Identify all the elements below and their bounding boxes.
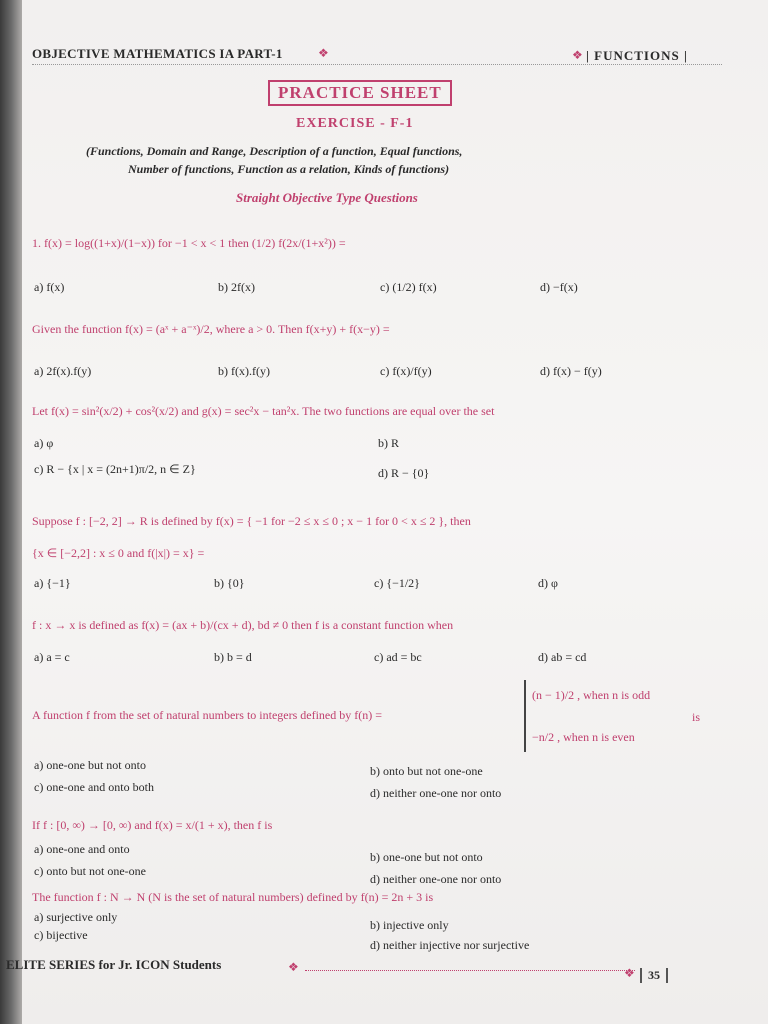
question-2: Given the function f(x) = (aˣ + a⁻ˣ)/2, where a > 0. Then f(x+y) + f(x−y) = [32, 322, 390, 336]
question-4: Suppose f : [−2, 2] → R is defined by f(x) = { −1 for −2 ≤ x ≤ 0 ; x − 1 for 0 < x ≤ 2 }, then [32, 514, 471, 528]
option-4d: d) φ [538, 576, 558, 590]
page-number: 35 [640, 968, 668, 983]
footer-divider [305, 970, 635, 971]
option-3c: c) R − {x | x = (2n+1)π/2, n ∈ Z} [34, 462, 196, 476]
option-6a: a) one-one but not onto [34, 758, 146, 772]
question-4-line-2: {x ∈ [−2,2] : x ≤ 0 and f(|x|) = x} = [32, 546, 205, 560]
description-line-2: Number of functions, Function as a relation, Kinds of functions) [128, 162, 450, 176]
option-1c: c) (1/2) f(x) [380, 280, 437, 294]
option-7a: a) one-one and onto [34, 842, 130, 856]
option-5a: a) a = c [34, 650, 70, 664]
question-6-case-odd: (n − 1)/2 , when n is odd [532, 688, 651, 702]
footer-series: ELITE SERIES for Jr. ICON Students [6, 957, 222, 972]
option-2b: b) f(x).f(y) [218, 364, 270, 378]
option-2a: a) 2f(x).f(y) [34, 364, 92, 378]
option-4a: a) {−1} [34, 576, 71, 590]
question-6-case-even: −n/2 , when n is even [532, 730, 635, 744]
header-divider [32, 64, 722, 65]
exercise-title: EXERCISE - F-1 [296, 116, 414, 131]
option-3d: d) R − {0} [378, 466, 430, 480]
ornament-icon: ❖ [318, 46, 329, 60]
option-7c: c) onto but not one-one [34, 864, 146, 878]
option-8b: b) injective only [370, 918, 449, 932]
option-6b: b) onto but not one-one [370, 764, 483, 778]
ornament-icon: ❖ [624, 966, 635, 980]
question-6-suffix: is [692, 710, 701, 724]
ornament-icon: ❖ [288, 960, 299, 974]
case-brace [524, 680, 526, 752]
header-book-title: OBJECTIVE MATHEMATICS IA PART-1 [32, 46, 283, 61]
question-6: A function f from the set of natural numbers to integers defined by f(n) = [32, 708, 383, 722]
question-7: If f : [0, ∞) → [0, ∞) and f(x) = x/(1 + x), then f is [32, 818, 273, 832]
option-6d: d) neither one-one nor onto [370, 786, 502, 800]
header-chapter: | FUNCTIONS | [586, 48, 688, 63]
option-5d: d) ab = cd [538, 650, 587, 664]
header-chapter-label: FUNCTIONS [594, 48, 680, 63]
question-8: The function f : N → N (N is the set of natural numbers) defined by f(n) = 2n + 3 is [32, 890, 434, 904]
option-7b: b) one-one but not onto [370, 850, 483, 864]
question-5: f : x → x is defined as f(x) = (ax + b)/(cx + d), bd ≠ 0 then f is a constant function when [32, 618, 454, 632]
option-2d: d) f(x) − f(y) [540, 364, 602, 378]
option-2c: c) f(x)/f(y) [380, 364, 432, 378]
option-8d: d) neither injective nor surjective [370, 938, 530, 952]
description-line-1: (Functions, Domain and Range, Description of a function, Equal functions, [86, 144, 463, 158]
option-4c: c) {−1/2} [374, 576, 420, 590]
section-heading: Straight Objective Type Questions [236, 190, 418, 205]
option-8c: c) bijective [34, 928, 88, 942]
option-1a: a) f(x) [34, 280, 65, 294]
ornament-icon: ❖ [572, 48, 583, 62]
option-7d: d) neither one-one nor onto [370, 872, 502, 886]
option-3a: a) φ [34, 436, 54, 450]
practice-sheet-title: PRACTICE SHEET [268, 80, 452, 106]
option-5b: b) b = d [214, 650, 252, 664]
option-1b: b) 2f(x) [218, 280, 255, 294]
question-1: 1. f(x) = log((1+x)/(1−x)) for −1 < x < 1 then (1/2) f(2x/(1+x²)) = [32, 236, 346, 250]
option-4b: b) {0} [214, 576, 245, 590]
option-1d: d) −f(x) [540, 280, 578, 294]
question-3: Let f(x) = sin²(x/2) + cos²(x/2) and g(x) = sec²x − tan²x. The two functions are equal over the set [32, 404, 495, 418]
option-8a: a) surjective only [34, 910, 118, 924]
option-6c: c) one-one and onto both [34, 780, 154, 794]
option-5c: c) ad = bc [374, 650, 422, 664]
option-3b: b) R [378, 436, 399, 450]
